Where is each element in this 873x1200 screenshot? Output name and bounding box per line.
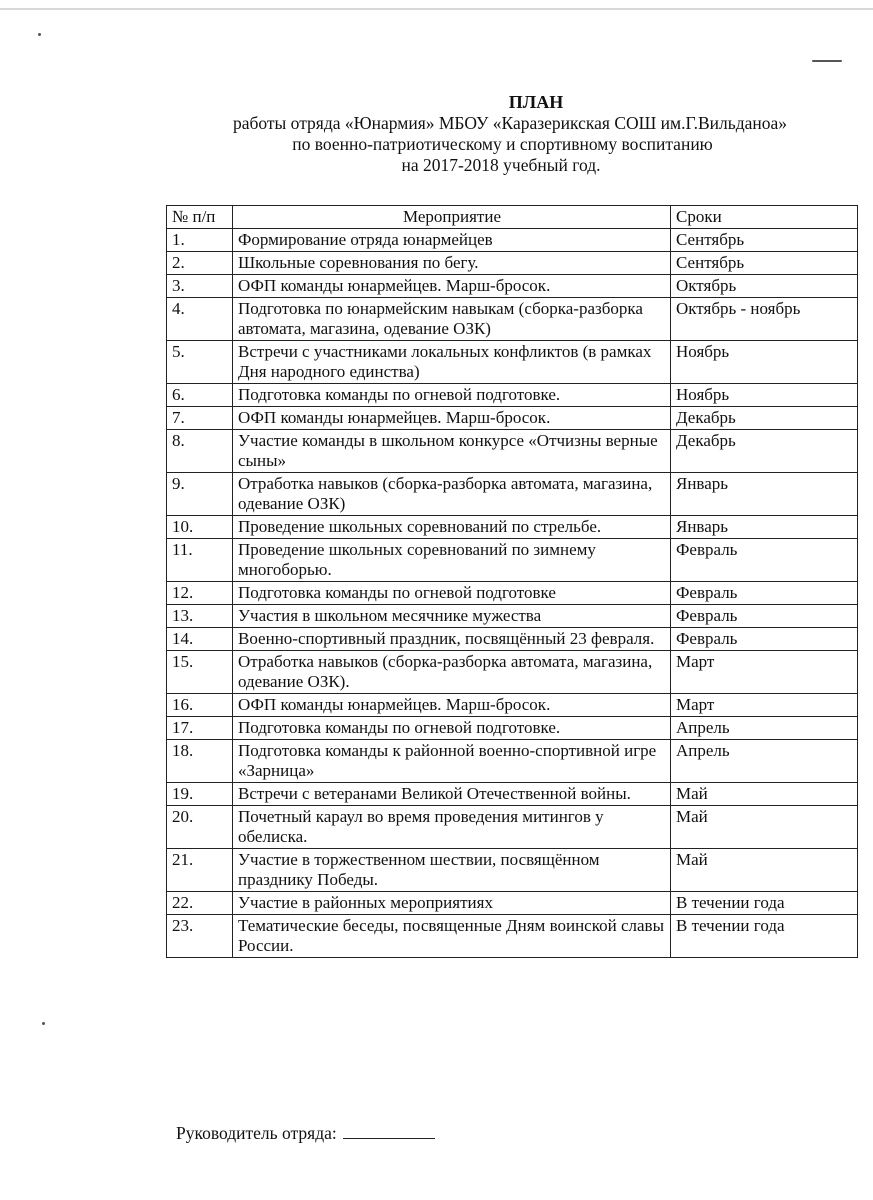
row-number: 5. — [167, 341, 233, 384]
table-row — [167, 407, 858, 430]
row-number: 15. — [167, 651, 233, 694]
row-event: Проведение школьных соревнований по стрельбе. — [233, 516, 671, 539]
row-event: Подготовка по юнармейским навыкам (сборка-разборка автомата, магазина, одевание ОЗК) — [233, 298, 671, 341]
row-event: Отработка навыков (сборка-разборка автомата, магазина, одевание ОЗК). — [233, 651, 671, 694]
row-term: Апрель — [671, 717, 858, 740]
row-number: 4. — [167, 298, 233, 341]
table-row — [167, 915, 858, 958]
table-row — [167, 694, 858, 717]
table-row — [167, 298, 858, 341]
row-term: Февраль — [671, 582, 858, 605]
scan-mark — [812, 60, 842, 62]
row-term: Декабрь — [671, 407, 858, 430]
row-term: Май — [671, 806, 858, 849]
signature-block — [176, 1122, 435, 1144]
header-line-organization: работы отряда «Юнармия» МБОУ «Каразерикская СОШ им.Г.Вильданоа» — [232, 113, 788, 133]
row-number: 10. — [167, 516, 233, 539]
row-number: 21. — [167, 849, 233, 892]
header-line-subject: по военно-патриотическому и спортивному воспитанию — [292, 134, 713, 154]
row-event: Тематические беседы, посвященные Дням воинской славы России. — [233, 915, 671, 958]
row-term: Март — [671, 651, 858, 694]
row-number: 8. — [167, 430, 233, 473]
row-term: Май — [671, 783, 858, 806]
row-number: 18. — [167, 740, 233, 783]
row-number: 17. — [167, 717, 233, 740]
table-row — [167, 806, 858, 849]
row-event: Военно-спортивный праздник, посвящённый 23 февраля. — [233, 628, 671, 651]
row-term: Ноябрь — [671, 341, 858, 384]
table-row — [167, 516, 858, 539]
signature-line — [343, 1122, 435, 1139]
signature-label: Руководитель отряда: — [176, 1123, 337, 1143]
row-term: Февраль — [671, 628, 858, 651]
table-row — [167, 341, 858, 384]
row-event: Проведение школьных соревнований по зимнему многоборью. — [233, 539, 671, 582]
row-term: Октябрь - ноябрь — [671, 298, 858, 341]
document-header — [160, 92, 860, 176]
row-term: Декабрь — [671, 430, 858, 473]
table-row — [167, 582, 858, 605]
row-number: 6. — [167, 384, 233, 407]
document-title: ПЛАН — [508, 92, 564, 112]
table-row — [167, 628, 858, 651]
table-row — [167, 651, 858, 694]
table-row — [167, 849, 858, 892]
table-row — [167, 430, 858, 473]
row-event: Почетный караул во время проведения митингов у обелиска. — [233, 806, 671, 849]
row-number: 9. — [167, 473, 233, 516]
row-event: ОФП команды юнармейцев. Марш-бросок. — [233, 275, 671, 298]
row-event: Участия в школьном месячнике мужества — [233, 605, 671, 628]
scan-edge — [0, 8, 873, 10]
row-number: 23. — [167, 915, 233, 958]
row-number: 20. — [167, 806, 233, 849]
scan-speck — [38, 33, 41, 36]
table-row — [167, 892, 858, 915]
table-row — [167, 252, 858, 275]
row-term: В течении года — [671, 915, 858, 958]
row-number: 13. — [167, 605, 233, 628]
row-term: В течении года — [671, 892, 858, 915]
row-term: Апрель — [671, 740, 858, 783]
row-term: Январь — [671, 473, 858, 516]
row-event: Отработка навыков (сборка-разборка автомата, магазина, одевание ОЗК) — [233, 473, 671, 516]
row-term: Сентябрь — [671, 252, 858, 275]
column-header-number: № п/п — [167, 206, 233, 229]
row-number: 16. — [167, 694, 233, 717]
row-event: Встречи с ветеранами Великой Отечественной войны. — [233, 783, 671, 806]
table-row — [167, 783, 858, 806]
table-row — [167, 605, 858, 628]
row-number: 22. — [167, 892, 233, 915]
row-event: Участие команды в школьном конкурсе «Отчизны верные сыны» — [233, 430, 671, 473]
row-number: 14. — [167, 628, 233, 651]
table-row — [167, 229, 858, 252]
row-event: ОФП команды юнармейцев. Марш-бросок. — [233, 407, 671, 430]
row-event: Подготовка команды по огневой подготовке. — [233, 384, 671, 407]
column-header-event: Мероприятие — [233, 206, 671, 229]
row-term: Февраль — [671, 605, 858, 628]
row-number: 19. — [167, 783, 233, 806]
row-event: Подготовка команды по огневой подготовке. — [233, 717, 671, 740]
row-term: Февраль — [671, 539, 858, 582]
row-term: Январь — [671, 516, 858, 539]
row-term: Май — [671, 849, 858, 892]
table-row — [167, 717, 858, 740]
row-event: Подготовка команды по огневой подготовке — [233, 582, 671, 605]
row-event: Участие в торжественном шествии, посвящённом празднику Победы. — [233, 849, 671, 892]
table-row — [167, 473, 858, 516]
row-event: Участие в районных мероприятиях — [233, 892, 671, 915]
table-row — [167, 384, 858, 407]
scan-speck — [42, 1022, 45, 1025]
row-term: Ноябрь — [671, 384, 858, 407]
row-term: Октябрь — [671, 275, 858, 298]
table-row — [167, 740, 858, 783]
row-term: Март — [671, 694, 858, 717]
table-header-row — [167, 206, 858, 229]
row-event: ОФП команды юнармейцев. Марш-бросок. — [233, 694, 671, 717]
table-row — [167, 539, 858, 582]
header-line-year: на 2017-2018 учебный год. — [401, 155, 601, 175]
plan-table — [166, 205, 858, 958]
row-event: Школьные соревнования по бегу. — [233, 252, 671, 275]
row-event: Формирование отряда юнармейцев — [233, 229, 671, 252]
row-number: 3. — [167, 275, 233, 298]
row-number: 2. — [167, 252, 233, 275]
row-number: 11. — [167, 539, 233, 582]
column-header-term: Сроки — [671, 206, 858, 229]
table-row — [167, 275, 858, 298]
row-number: 1. — [167, 229, 233, 252]
row-number: 12. — [167, 582, 233, 605]
row-event: Подготовка команды к районной военно-спортивной игре «Зарница» — [233, 740, 671, 783]
row-term: Сентябрь — [671, 229, 858, 252]
row-event: Встречи с участниками локальных конфликтов (в рамках Дня народного единства) — [233, 341, 671, 384]
row-number: 7. — [167, 407, 233, 430]
